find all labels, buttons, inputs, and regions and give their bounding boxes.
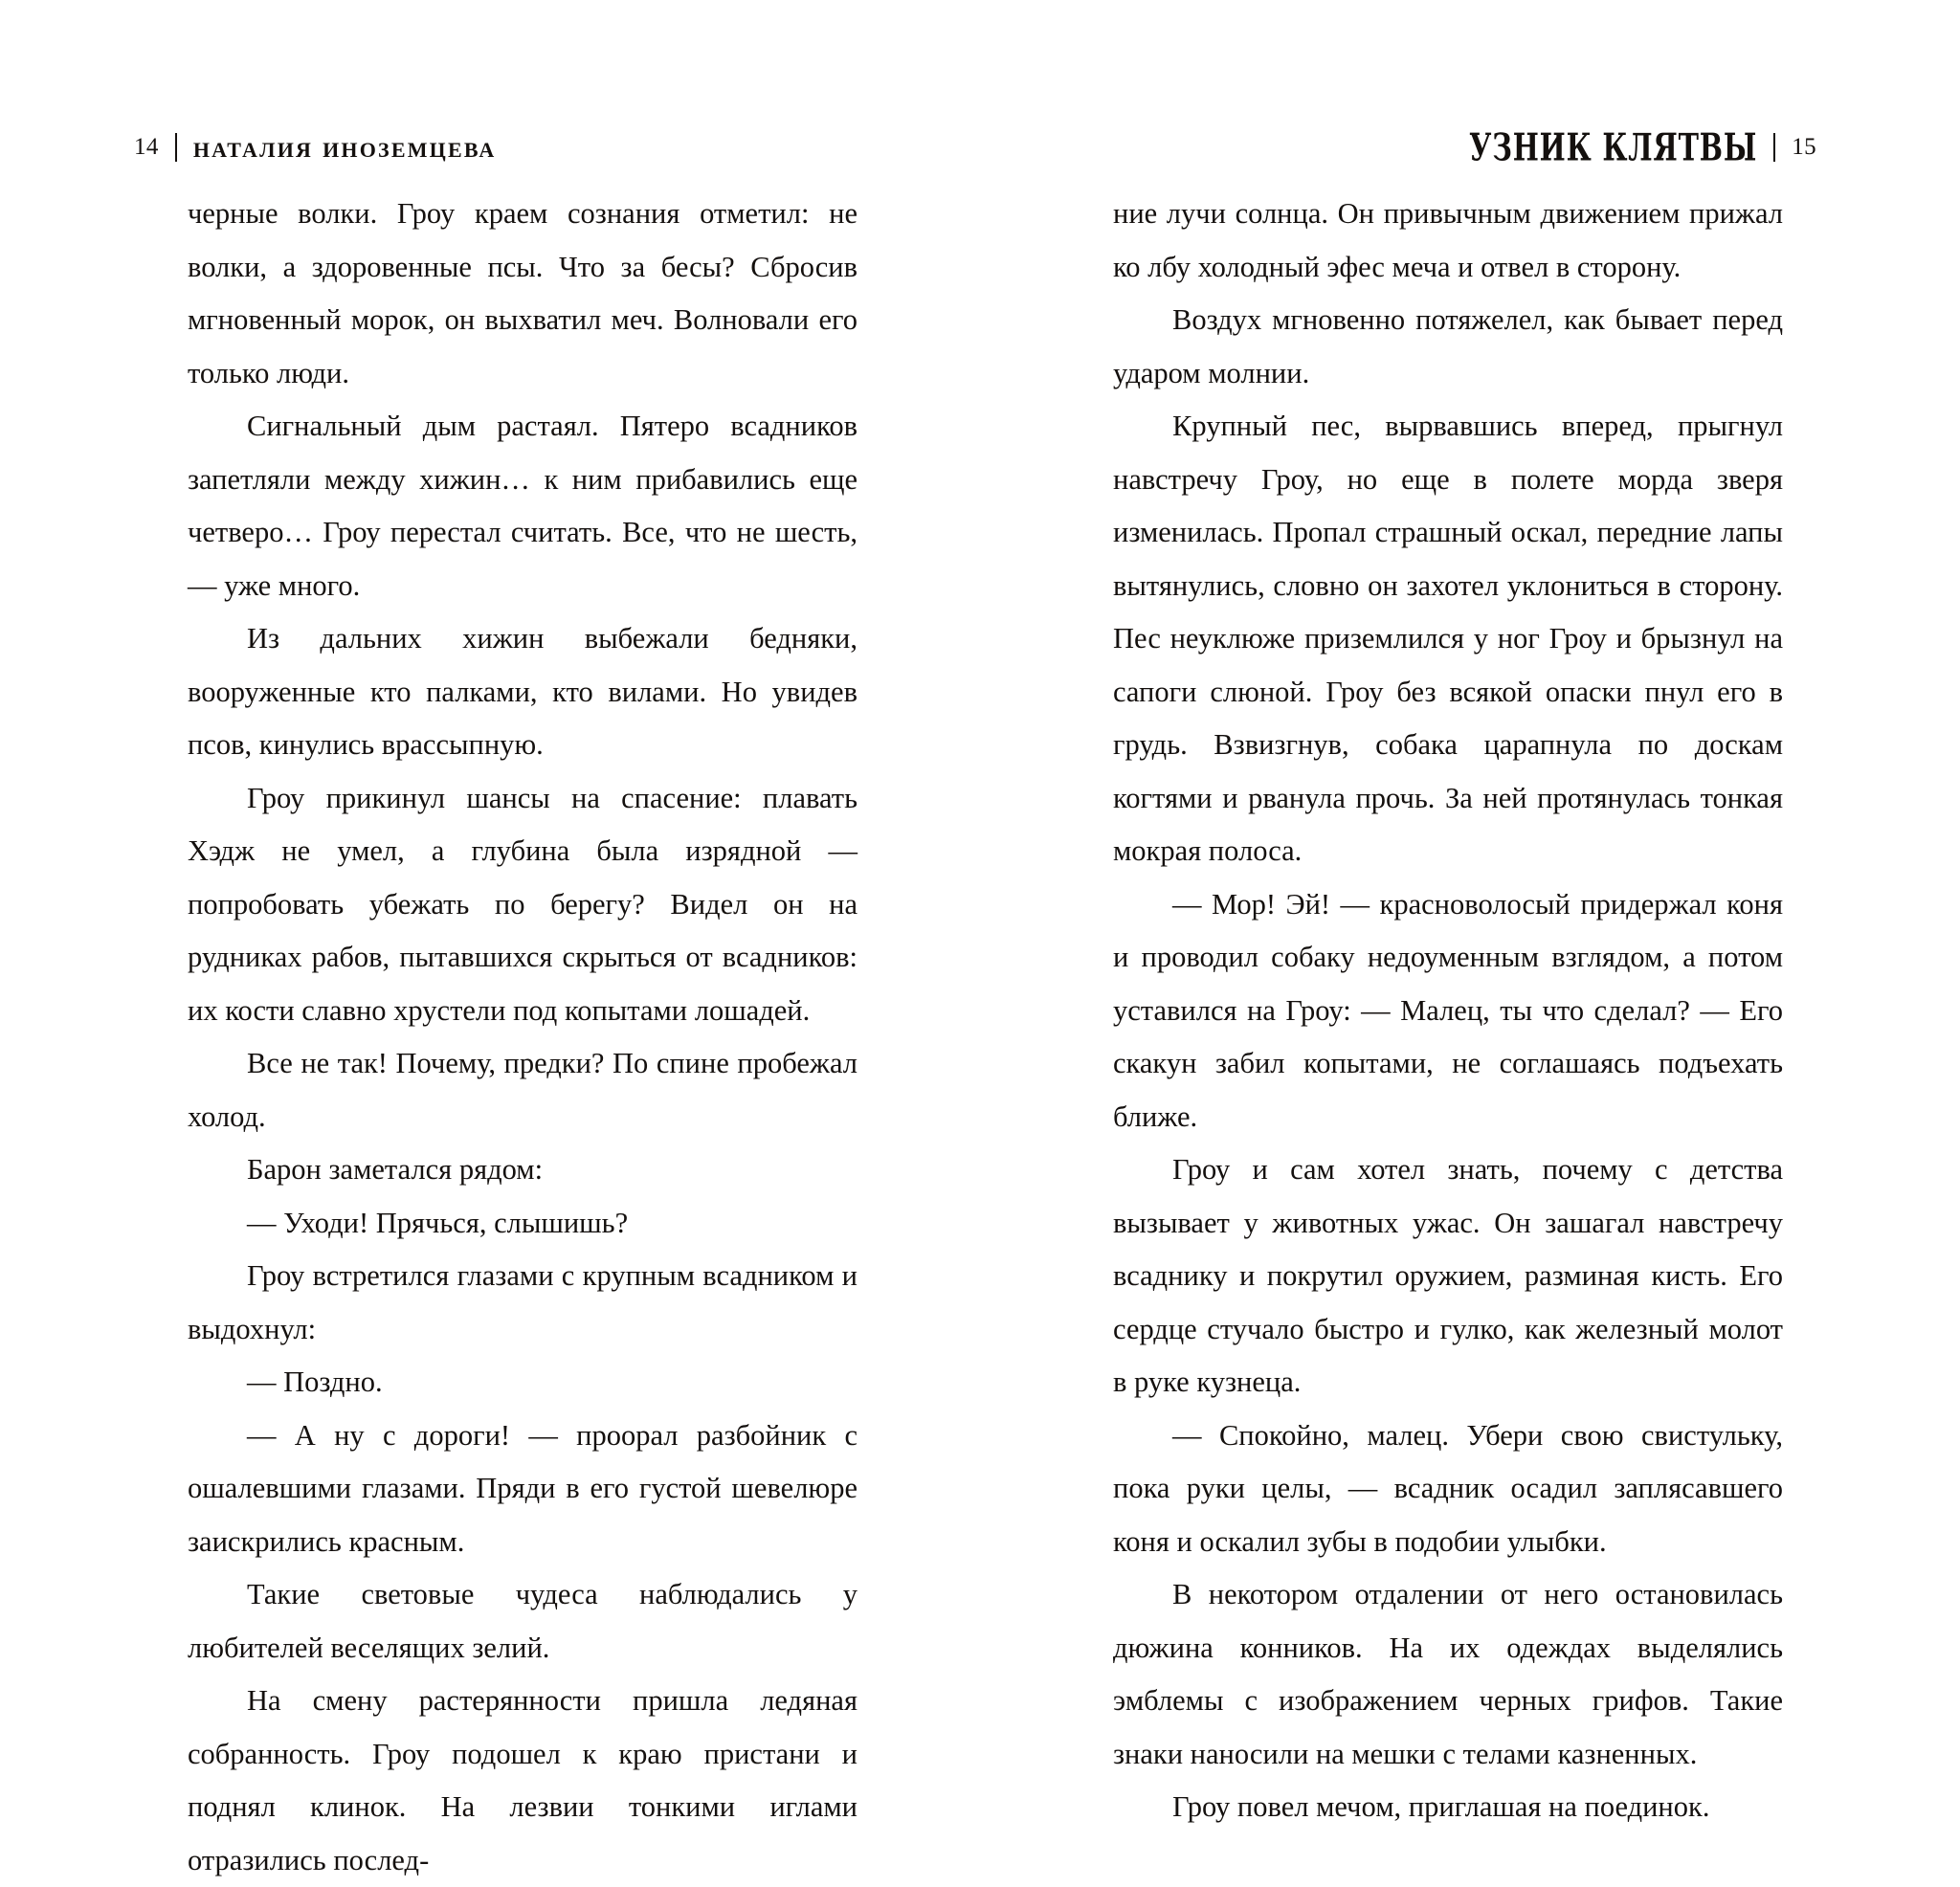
paragraph: Гроу встретился глазами с крупным всадником и выдохнул: (188, 1259, 858, 1345)
paragraph: Крупный пес, вырвавшись вперед, прыгнул навстречу Гроу, но еще в полете морда зверя изменилась. Пропал страшный оскал, передние лапы вытянулись, словно он захотел уклониться в сторону. Пес неуклюже приземлился у ног Гроу и брызнул на сапоги слюной. Гроу без всякой опаски пнул его в грудь. Взвизгнув, собака царапнула по доскам когтями и рванула прочь. За ней протянулась тонкая мокрая полоса. (1113, 410, 1783, 867)
dialogue-line: — Поздно. (247, 1365, 383, 1398)
paragraph: Воздух мгновенно потяжелел, как бывает перед ударом молнии. (1113, 303, 1783, 389)
header-separator-left-icon (175, 133, 177, 162)
paragraph: Такие световые чудеса наблюдались у любителей веселящих зелий. (188, 1578, 858, 1664)
header-separator-right-icon (1773, 133, 1775, 162)
dialogue-line: — А ну с дороги! — проорал разбойник с ошалевшими глазами. Пряди в его густой шевелюре заискрились красным. (188, 1418, 858, 1558)
paragraph: На смену растерянности пришла ледяная собранность. Гроу подошел к краю пристани и поднял клинок. На лезвии тонкими иглами отразились послед- (188, 1684, 858, 1876)
paragraph: Барон заметался рядом: (247, 1153, 544, 1186)
paragraph: Сигнальный дым растаял. Пятеро всадников запетляли между хижин… к ним прибавились еще четверо… Гроу перестал считать. Все, что не шесть, — уже много. (188, 410, 858, 602)
book-title-header: УЗНИК КЛЯТВЫ (1469, 125, 1758, 169)
paragraph: черные волки. Гроу краем сознания отметил: не волки, а здоровенные псы. Что за бесы? Сбросив мгновенный морок, он выхватил меч. Волновали его только люди. (188, 197, 858, 389)
paragraph: Гроу повел мечом, приглашая на поединок. (1172, 1790, 1710, 1823)
paragraph: Все не так! Почему, предки? По спине пробежал холод. (188, 1047, 858, 1133)
running-head-left (134, 128, 496, 166)
dialogue-line: — Мор! Эй! — красноволосый придержал коня и проводил собаку недоуменным взглядом, а потом уставился на Гроу: — Малец, ты что сделал? — Его скакун забил копытами, не соглашаясь подъехать ближе. (1113, 887, 1783, 1133)
running-head-right (1406, 125, 1816, 169)
author-name-header: наталия иноземцева (192, 130, 497, 164)
page-number-left: 14 (134, 134, 159, 160)
paragraph: В некотором отдалении от него остановилась дюжина конников. На их одеждах выделялись эмблемы с изображением черных грифов. Такие знаки наносили на мешки с телами казненных. (1113, 1578, 1783, 1770)
body-text-column-right (1113, 188, 1783, 1834)
dialogue-line: — Уходи! Прячься, слышишь? (247, 1206, 629, 1239)
paragraph: Гроу и сам хотел знать, почему с детства вызывает у животных ужас. Он зашагал навстречу всаднику и покрутил оружием, разминая кисть. Его сердце стучало быстро и гулко, как железный молот в руке кузнеца. (1113, 1153, 1783, 1398)
paragraph: Из дальних хижин выбежали бедняки, вооруженные кто палками, кто вилами. Но увидев псов, кинулись врассыпную. (188, 622, 858, 761)
paragraph: Гроу прикинул шансы на спасение: плавать Хэдж не умел, а глубина была изрядной — попробовать убежать по берегу? Видел он на рудниках рабов, пытавшихся скрыться от всадников: их кости славно хрустели под копытами лошадей. (188, 781, 858, 1027)
dialogue-line: — Спокойно, малец. Убери свою свистульку, пока руки целы, — всадник осадил заплясавшего коня и оскалил зубы в подобии улыбки. (1113, 1418, 1783, 1558)
body-text-column-left (188, 188, 858, 1887)
page-number-right: 15 (1792, 134, 1816, 160)
paragraph: ние лучи солнца. Он привычным движением прижал ко лбу холодный эфес меча и отвел в сторону. (1113, 197, 1783, 283)
